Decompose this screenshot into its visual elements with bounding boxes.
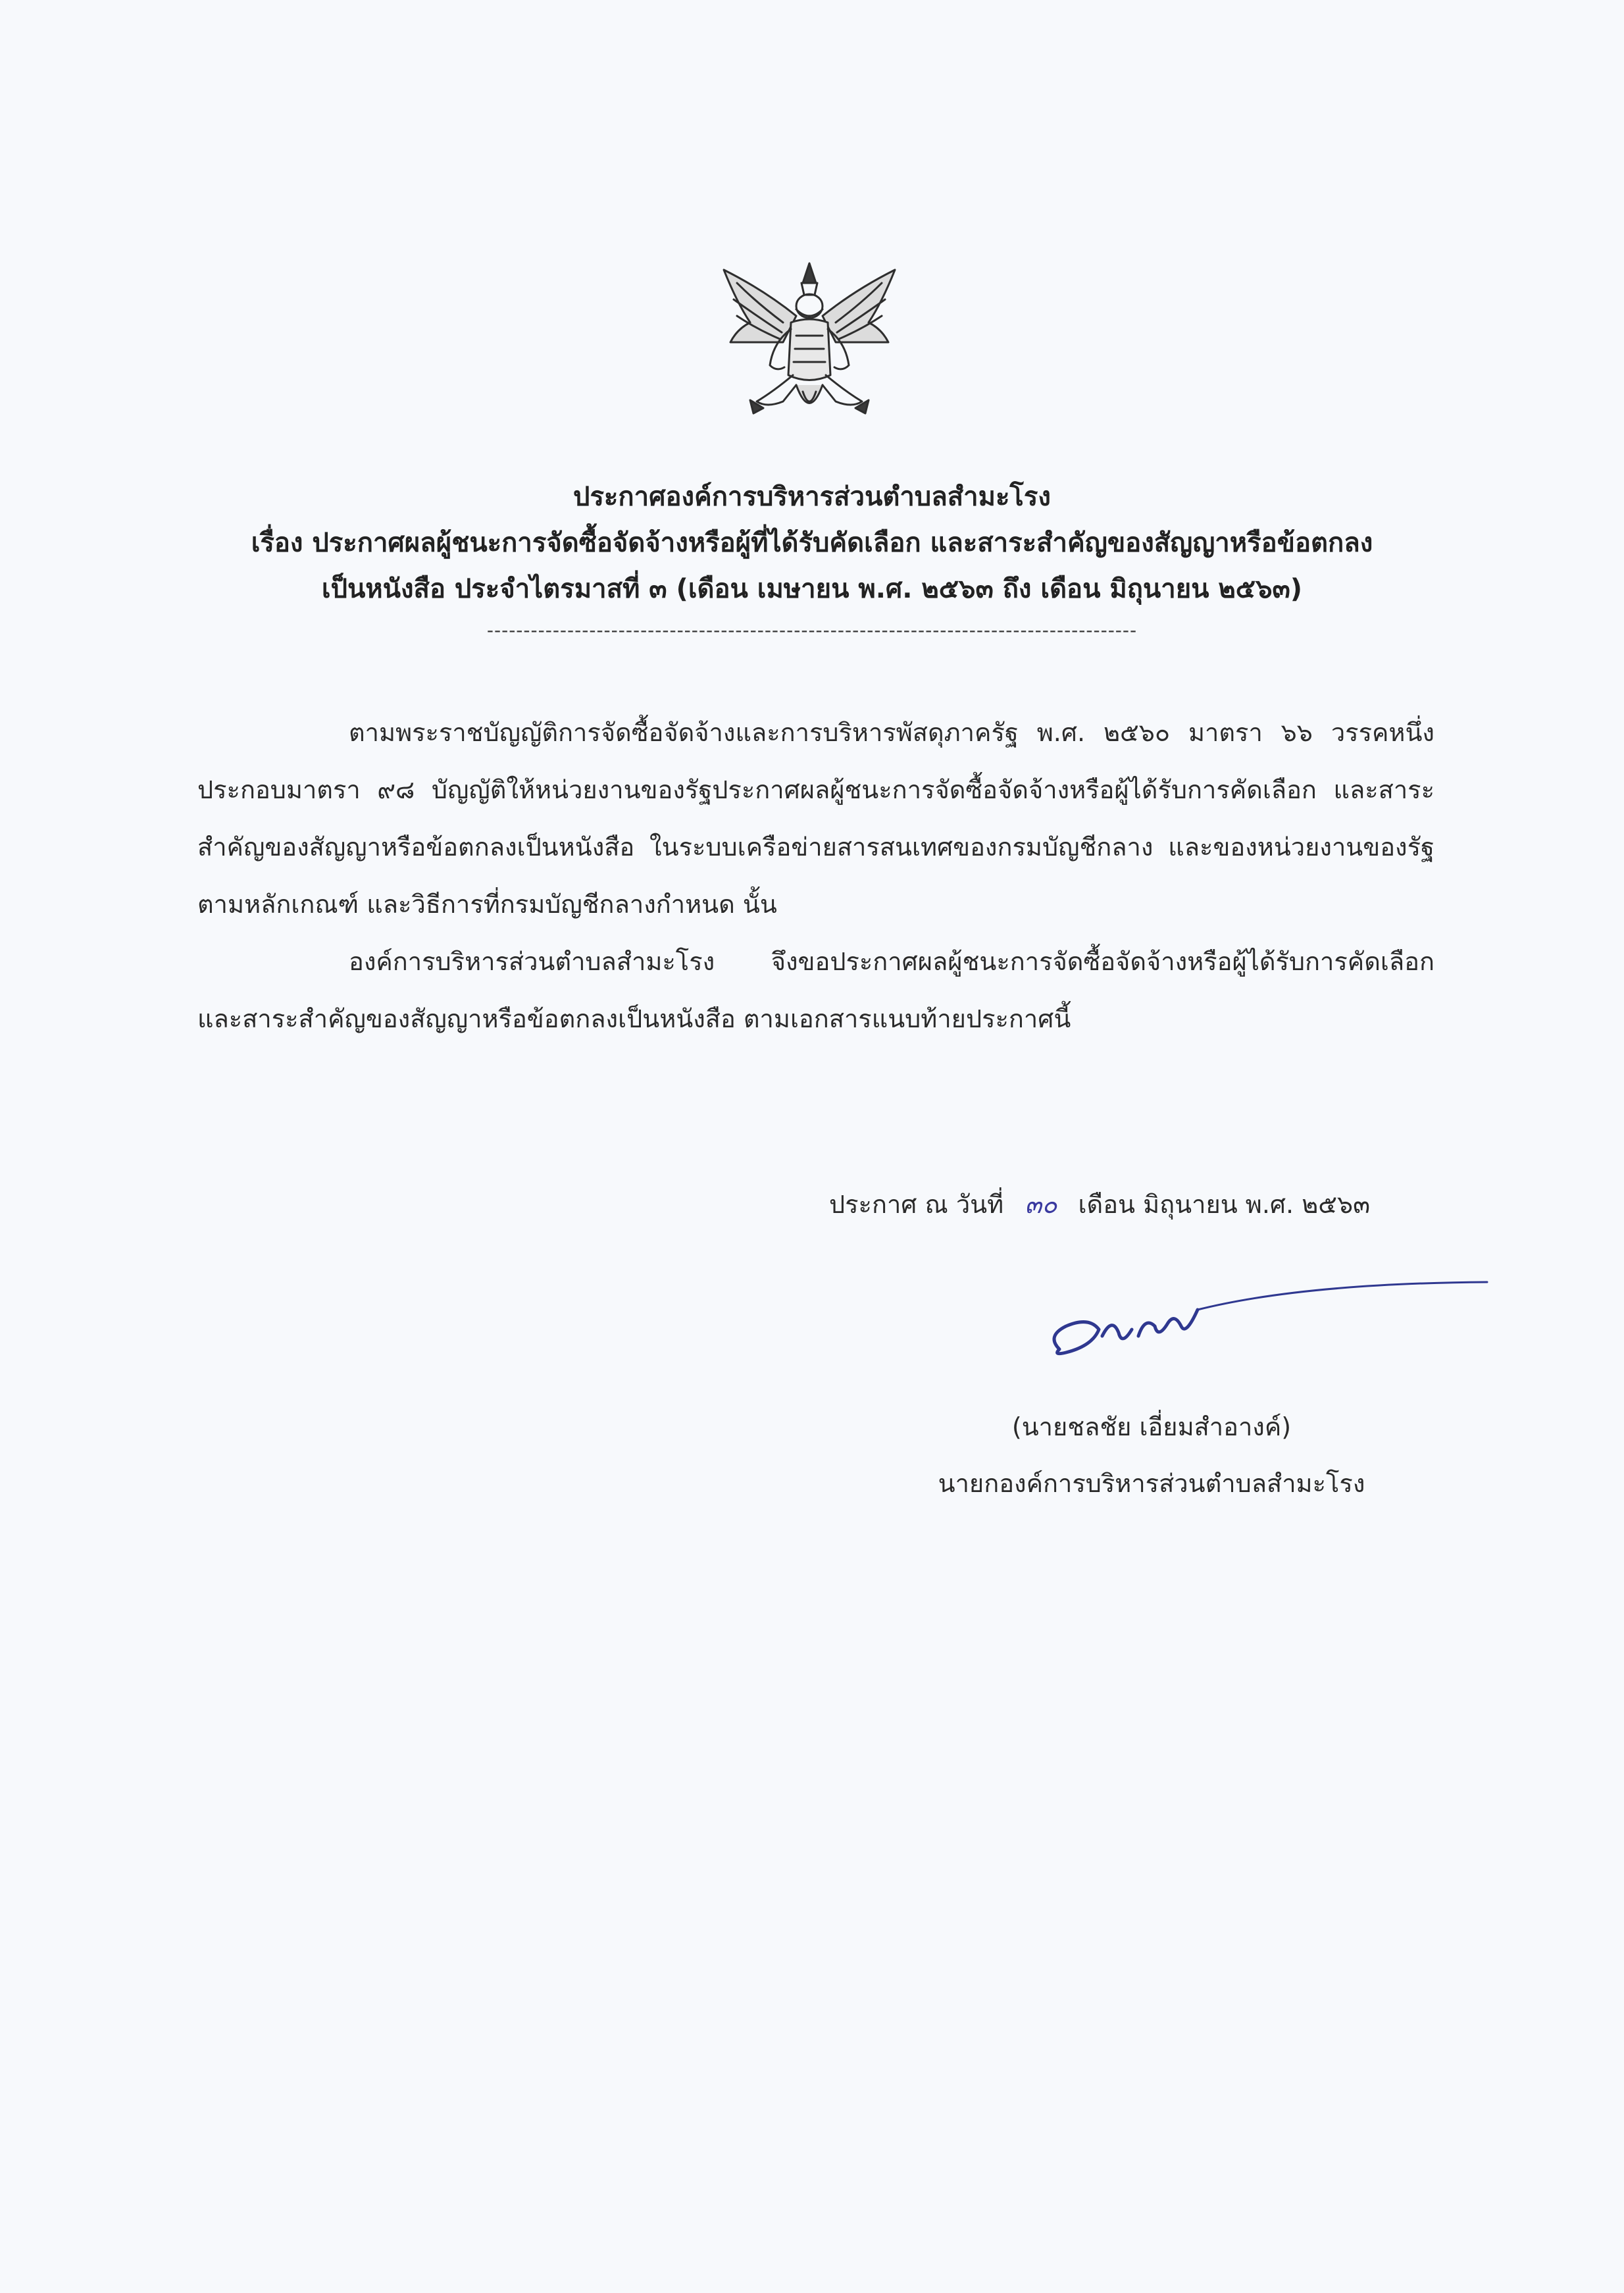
title-line-1: ประกาศองค์การบริหารส่วนตำบลสำมะโรง xyxy=(573,482,1051,512)
body-paragraph-2: องค์การบริหารส่วนตำบลสำมะโรง จึงขอประกาศผลผู้ชนะการจัดซื้อจัดจ้างหรือผู้ได้รับการคัดเลือก และสาระสำคัญของสัญญาหรือข้อตกลงเป็นหนังสือ ตามเอกสารแนบท้ายประกาศนี้ xyxy=(197,947,1434,1033)
announcement-date xyxy=(829,1185,1434,1224)
signatory-block xyxy=(855,1399,1448,1512)
date-prefix: ประกาศ ณ วันที่ xyxy=(829,1190,1004,1219)
handwritten-signature-icon xyxy=(1040,1264,1500,1362)
date-day: ๓๐ xyxy=(1025,1190,1057,1219)
title-line-2: เรื่อง ประกาศผลผู้ชนะการจัดซื้อจัดจ้างหรือผู้ที่ได้รับคัดเลือก และสาระสำคัญของสัญญาหรือข้อตกลง xyxy=(251,528,1373,558)
signatory-position: นายกองค์การบริหารส่วนตำบลสำมะโรง xyxy=(938,1469,1365,1498)
garuda-emblem-icon xyxy=(711,244,908,441)
announcement-body xyxy=(197,704,1434,1048)
title-line-3: เป็นหนังสือ ประจำไตรมาสที่ ๓ (เดือน เมษายน พ.ศ. ๒๕๖๓ ถึง เดือน มิถุนายน ๒๕๖๓) xyxy=(321,574,1303,604)
title-separator: ----------------------------------------------------------------------------------------- xyxy=(486,619,1138,641)
body-paragraph-1: ตามพระราชบัญญัติการจัดซื้อจัดจ้างและการบริหารพัสดุภาครัฐ พ.ศ. ๒๕๖๐ มาตรา ๖๖ วรรคหนึ่ง ประกอบมาตรา ๙๘ บัญญัติให้หน่วยงานของรัฐประกาศผลผู้ชนะการจัดซื้อจัดจ้างหรือผู้ได้รับการคัดเลือก และสาระสำคัญของสัญญาหรือข้อตกลงเป็นหนังสือ ในระบบเครือข่ายสารสนเทศของกรมบัญชีกลาง และของหน่วยงานของรัฐตามหลักเกณฑ์ และวิธีการที่กรมบัญชีกลางกำหนด นั้น xyxy=(197,718,1434,919)
announcement-title xyxy=(0,474,1624,644)
date-suffix: เดือน มิถุนายน พ.ศ. ๒๕๖๓ xyxy=(1078,1190,1371,1219)
signatory-name: (นายชลชัย เอี่ยมสำอางค์) xyxy=(1011,1412,1292,1441)
